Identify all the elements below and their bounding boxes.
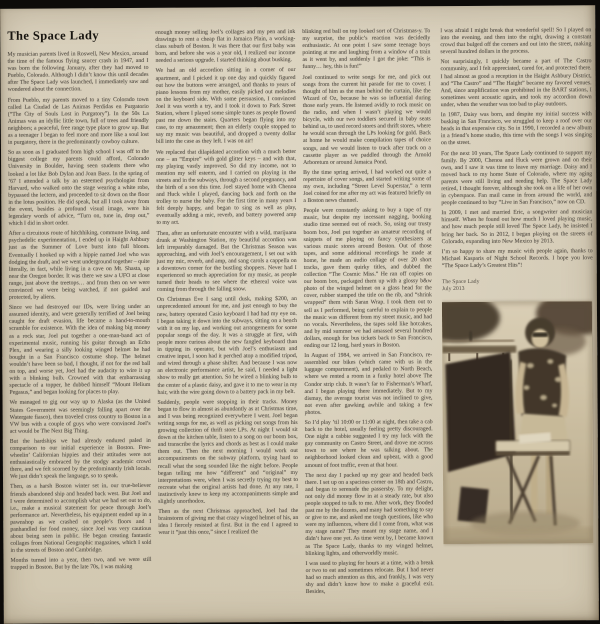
paragraph: We had an old accordion sitting in a corner of our apartment, and I picked it up one day and quickly figured out how the buttons were arranged, and thanks to years of piano lessons from my mother, easily picked out melodies on the keyboard side. With some persuasion, I convinced Joel it was worth a try, and I took it down to Park Street Station, where I played some simple tunes as people flowed past me down the stairs. Quarters began flying into my case, to my amazement; then an elderly couple stopped to say my music was beautiful, and dropped a twenty dollar bill into the case as they left. I was on air! [155, 67, 296, 146]
page-title: The Space Lady [7, 28, 100, 43]
paragraph: We replaced that dilapidated accordion with a much better one – an “Empire” with gold glitter keys – and with that, my playing vastly improved. So did my income, not to mention my self esteem, and I carried on playing in the streets and in the subways, through a second pregnancy, and the birth of a son this time. Joel stayed home with Chenoa and Huck while I played, dancing back and forth on the trolley to nurse the baby. For the first time in many years I felt deeply happy, and began to sing as well as play, eventually adding a mic, reverb, and battery powered amp to my act. [155, 148, 297, 227]
paragraph: After a circuitous route of hitchhiking, commune living, and psychedelic experimentation, I ended up in Haight Ashbury just as the Summer of Love burst into full bloom. Eventually I hooked up with a hippie named Joel who was dodging the draft, and we went underground together – quite literally, in fact, while living in a cave on Mt. Shasta, up near the Oregon border. It was there we saw a UFO at close range, just above the treetops… and from then on we were convinced we were being watched, if not guided and protected, by aliens. [8, 230, 150, 301]
paragraph: By the time spring arrived, I had worked out quite a repertoire of cover songs, and started writing some of my own, including “Street Level Superstar,” a term Joel coined for me after my act was featured briefly on a Boston news channel. [303, 168, 432, 205]
liner-notes-column-4 [440, 27, 595, 618]
paragraph: In 1987, Daisy was born, and despite my initial success with busking in San Francisco, we struggled to keep a roof over our heads in that expensive city. So in 1990, I recorded a new album in a friend’s home studio, this time with the songs I was singing on the street. [440, 111, 592, 147]
liner-notes-column-3 [302, 28, 434, 621]
column-1-text [7, 51, 151, 572]
paragraph: Since we had destroyed our IDs, were living under an assumed identity, and were generally terrified of Joel being caught for draft evasion, life became a hand-to-mouth scramble for existence. With the idea of making big money as a rock star, Joel put together a one-man-band act of experimental music, running his guitar through an Echo Plex, and wearing a silly looking winged helmet he had bought in a San Francisco costume shop. The helmet wouldn’t have been so bad, I thought, if not for the red ball on top, and worse yet, Joel had the audacity to wire it up with a blinking bulb. Crowned with that embarrassing spectacle of a topper, he dubbed himself “Mount Helium Pegasus,” and began looking for places to play. [8, 304, 151, 397]
paragraph: So I’d play ’til 10:00 or 11:00 at night, then take a cab back to the hotel, usually feeling pretty discouraged. One night a cabbie suggested I try my luck with the gay community on Castro Street, and drove me across town to see where he was talking about. The neighborhood looked clean and upbeat, with a good amount of foot traffic, even at that hour. [304, 419, 433, 469]
paragraph: In August of 1984, we arrived in San Francisco, re-assembled our bikes (which came with us in the luggage compartment), and pedaled to North Beach, where we rented a room in a funky hotel above The Condor strip club. It wasn’t far to Fisherman’s Wharf, and I began playing there immediately. But to my dismay, the average tourist was not inclined to give, not even after gawking awhile and taking a few photos. [304, 352, 433, 416]
column-3-text [302, 28, 433, 596]
liner-notes-paper [0, 5, 599, 624]
paragraph: My musician parents lived in Roswell, New Mexico, around the time of the famous flying saucer crash in 1947, and I was born the following January, after they had moved to Pueblo, Colorado. Although I didn’t know this until decades after The Space Lady was launched, I immediately saw and wondered about the connection. [7, 50, 149, 94]
signature-date: July 2013 [441, 286, 465, 293]
signature-block [442, 278, 593, 294]
busking-photo-illustration [442, 301, 593, 544]
paragraph: blinking red ball on top looked sort of Christmas-y. To my surprise, the public’s reaction was decidedly enthusiastic. At one point I saw some teenage boys pointing at me and laughing from a window of a train as it went by, and suddenly I got the joke: “This is funny… hey, this is fun!” [302, 28, 431, 71]
paragraph: From Pueblo, my parents moved to a tiny Colorado town called La Ciudad de Las Animas Perdidas en Purgatorio (“The City of Souls Lost in Purgatory”). In the 50s La Animas was an idyllic little town, full of trees and friendly neighbors; a peaceful, free range type place to grow up. But as a teenager I began to feel more and more like a soul lost in purgatory, there in the predominantly cowboy culture. [7, 96, 149, 146]
paragraph: For the next 10 years, The Space Lady continued to support my family. By 2000, Chenoa and Huck were grown and on their own, and I saw it was time to leave my marriage. Daisy and I moved back to my home State of Colorado, where my aging parents were still living and needing help. The Space Lady retired, I thought forever, although she took on a life of her own in cyberspace. Fan mail came in from around the world, and people continued to buy “Live in San Francisco,” now on CD. [441, 149, 593, 207]
paragraph: The next day I packed up my gear and headed back there. I set up on a spacious corner on 18th and Castro, and began to serenade the passersby. To my delight, not only did money flow in at a steady rate, but also people stopped to talk to me. After work, they flooded past me by the dozens, and many had something to say or give to me, and asked me tough questions, like who were my influences, where did I come from, what was my stage name? They meant my stage name, and I didn’t have one yet. As time went by, I became known as The Space Lady, thanks to my winged helmet, blinking lights, and otherworldly music. [304, 471, 434, 557]
paragraph: Then as the next Christmas approached, Joel had the brainstorm of giving me that crazy winged helmet of his, an idea I fiercely resisted at first. But in the end I agreed to wear it “just this once,” since I realized the [158, 508, 299, 537]
paragraph: Then, after an unfortunate encounter with a wild, marijuana drunk at Washington Station, my beautiful accordion was left irreparably damaged. But the Christmas Season was approaching, and with Joel’s encouragement, I set out with just my mic, reverb, and amp, and sang carols a cappella on a downtown corner for the bustling shoppers. Never had I experienced so much appreciation for my music, as people turned their heads to see where the ethereal voice was coming from through the falling snow. [156, 229, 297, 294]
column-4-text [440, 27, 592, 270]
paragraph: Suddenly, people were stopping in their tracks. Money began to flow in almost as abundantly as at Christmas time, and I was being recognized everywhere I went. Joel began writing songs for me, as well as picking out songs from his growing collection of thrift store LPs. At night I would sit down at the kitchen table, listen to a song on our boom box, and transcribe the lyrics and chords as best as I could make them out. Then the next morning I would work out accompaniments on the subway platform, trying hard to recall what the song sounded like the night before. People began telling me how “different” and “original” my interpretations were, when I was secretly trying my best to recreate what the original artists had done. At any rate, I instinctively knew to keep my accompaniments simple and slightly unorthodox. [157, 398, 299, 505]
column-2-text [155, 29, 298, 537]
paragraph: So as soon as I graduated from high school I was off to the biggest college my parents could afford, Colorado University in Boulder, having seen students there who looked a lot like Bob Dylan and Joan Baez. In the spring of ’67 I attended a talk by an esteemed psychologist from Harvard, who walked onto the stage wearing a white robe, bypassed the lectern, and proceeded to sit down on the floor in the lotus position. He did speak, but all I took away from the event, besides a profound visual image, were his legendary words of advice, “Turn on, tune in, drop out,” which I did in short order. [7, 149, 150, 227]
paragraph: On Christmas Eve I sang until dusk, making $200, an unprecedented amount for me, and just enough to buy the new, battery operated Casio keyboard I had had my eye on. I began taking it down into the subways, sitting on a bench with it on my lap, and working out arrangements for some popular songs of the day. It was a struggle at first, with people more curious about the new fangled keyboard than in tipping its operator, but with Joel’s enthusiasm and creative input, I soon had it perched atop a modified tripod, and wired through a phase shifter. And because I was now an electronic performance artist, he said, I needed a light show to really get attention. So he wired a blinking bulb to the center of a plastic daisy, and gave it to me to wear in my hair, with the wire going down to a battery pack in my belt. [156, 296, 298, 396]
space-lady-busking-photo [442, 301, 593, 544]
paragraph: We managed to gig our way up to Alaska (as the United States Government was seemingly falling apart over the Watergate fiasco), then traveled cross country to Boston in a VW bus with a couple of guys who were convinced Joel’s act would be The Next Big Thing. [9, 399, 151, 435]
paragraph: I was used to playing for hours at a time, with a break or two to eat and sometimes relocate. But I had never had so much attention as this, and frankly, I was very shy and didn’t know how to make a graceful exit. Besides, [305, 559, 434, 596]
liner-notes-column-2 [155, 29, 299, 622]
paragraph: I was afraid I might break that wonderful spell! So I played on into the evening, and then into the night, drawing a constant crowd that bulged off the corners and out into the street, making several hundred dollars in the process. [440, 27, 592, 56]
paragraph: enough money selling Joel’s collages and my pen and ink drawings to rent a cheap flat in Jamaica Plain, a working-class suburb of Boston. It was there that our first baby was born, and before she was a year old, I realized our income needed a serious upgrade. I started thinking about busking. [155, 29, 296, 65]
liner-notes-column-1 [7, 28, 152, 621]
paragraph: I’m so happy to share my music with people again, thanks to Michael Kasparis of Night School Records. I hope you love “The Space Lady’s Greatest Hits”! [441, 247, 593, 270]
paragraph: But the hardships we had already endured paled in comparison to our initial experience in Boston. Free-wheelin’ Californian hippies and their attitudes were not enthusiastically embraced by the stodgy academic crowd there, and we felt scorned by the predominantly Irish locals. We just didn’t speak the language, so to speak. [9, 437, 151, 481]
paragraph: In 2009, I met and married Eric, a songwriter and musician himself. When he found out how much I loved playing music, and how much people still loved The Space Lady, he insisted I bring her back. So in 2012, I began playing on the streets of Colorado, expanding into New Mexico by 2013. [441, 209, 593, 245]
paragraph: People were constantly asking to buy a tape of my music, but despite my incessant nagging, booking studio time seemed out of reach. So, using our trusty boom box, Joel put together an amateur recording of snippets of me playing on fancy synthesizers at various music stores around Boston. Out of those tapes, and some additional recordings he made at home, he made an audio collage of over 20 short tracks, gave them quirky titles, and dubbed the collection “The Cosmic Miss.” He ran off copies on our boom box, packaged them up with a glossy b&w photo of the winged helmet on a glass head for the cover, rubber stamped the title on the rib, and “shrink wrapped” them with Saran Wrap. I took them out to sell as I performed, being careful to explain to people the music was different from my street music, and had no vocals. Nevertheless, the tapes sold like hotcakes, and by mid summer we had amassed several hundred dollars, enough for bus tickets back to San Francisco, ending our 12 long, hard years in Boston. [303, 207, 433, 350]
paragraph: Then, as a harsh Boston winter set in, our true-believer friends abandoned ship and headed back west. But Joel and I were determined to accomplish what we had set out to do, i.e., make a musical statement for peace through Joel’s performance art. Nevertheless, his equipment ended up in a pawnshop as we crashed on people’s floors and I panhandled for food money, since Joel was very cautious about being seen in public. He began creating fantastic collages from National Geographic magazines, which I sold in the streets of Boston and Cambridge. [10, 483, 152, 555]
paragraph: Joel continued to write songs for me, and pick out songs from the current hit parade for me to cover. I thought of him as the man behind the curtain, like the Wizard of Oz, because he was so influential during those early years. He listened avidly to rock music on the radio, and when I wasn’t playing we would bicycle, with our two toddlers secured in baby seats behind us, to used record stores and thrift stores, where he would scan through the LPs looking for gold. Back at home he would make compilation tapes of choice songs, and we would listen to track after track on a cassette player as we paddled through the Arnold Arboretum or around Jamaica Pond. [302, 73, 432, 166]
paragraph: Months turned into a year, then two, and we were still trapped in Boston. But by the late 70s, I was making [10, 557, 152, 572]
paragraph: Not surprisingly, I quickly became a part of The Castro community, and I felt appreciated, cared for, and protected there. I had almost as good a reception in the Haight Ashbury District, and “The Castro” and “The Haight” became my favored venues. And, since amplification was prohibited in the BART stations, I sometimes went acoustic again, and took my accordion down under, when the weather was too bad to play outdoors. [440, 58, 592, 109]
signature-name: The Space Lady [441, 278, 480, 286]
